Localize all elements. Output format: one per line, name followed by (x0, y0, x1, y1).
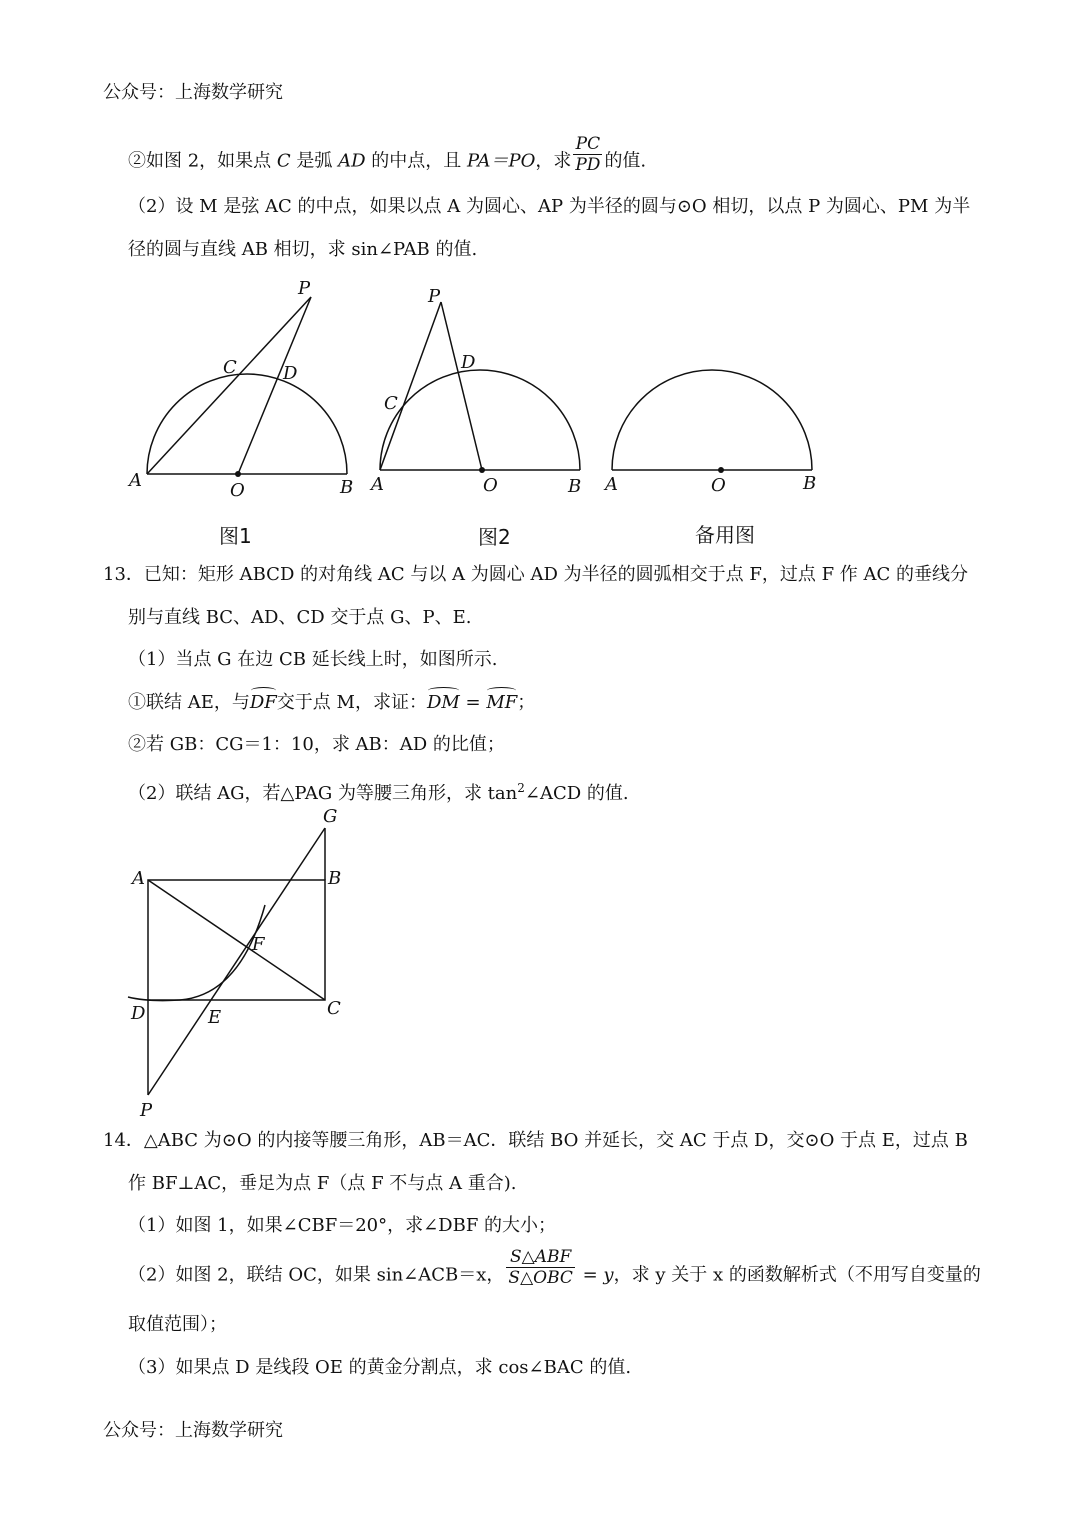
q14-line3: （1）如图 1，如果∠CBF＝20°，求∠DBF 的大小； (128, 1215, 557, 1236)
fig1-line-op (238, 297, 311, 474)
fig1-center-dot (235, 471, 241, 477)
fig3-label-o: O (711, 475, 726, 496)
q13-line6: （2）联结 AG，若△PAG 为等腰三角形，求 $\tan^2\angle ACD$ 的值. (128, 781, 629, 804)
q12-part2-line2: 径的圆与直线 AB 相切，求 sin∠PAB 的值. (128, 239, 478, 260)
fig2-label-c: C (384, 393, 398, 414)
fig3-label-b: B (803, 473, 817, 494)
q12-figures (0, 270, 1080, 510)
fig13-label-b: B (328, 868, 342, 889)
fig3-semicircle (612, 370, 812, 470)
fig2-label-d: D (461, 352, 476, 373)
q14-line1: 14．△ABC 为⊙O 的内接等腰三角形，AB＝AC．联结 BO 并延长，交 AC 于点 D，交⊙O 于点 E，过点 B (103, 1130, 968, 1151)
fig2-semicircle (380, 370, 580, 470)
fig3-label-a: A (605, 474, 618, 495)
fig1-label-o: O (230, 480, 245, 501)
fig2-label-a: A (371, 474, 384, 495)
arc-df: DF (249, 692, 277, 713)
fig2-caption: 图2 (478, 525, 511, 549)
fig13-label-f: F (252, 934, 265, 955)
fig2-label-b: B (568, 476, 582, 497)
fig2-label-o: O (483, 475, 498, 496)
q13-line5: ②若 GB：CG＝1：10，求 AB：AD 的比值； (128, 734, 505, 755)
q13-line1: 13．已知：矩形 ABCD 的对角线 AC 与以 A 为圆心 AD 为半径的圆弧相交于点 F，过点 F 作 AC 的垂线分 (103, 564, 968, 585)
fig13-label-e: E (208, 1007, 222, 1028)
fraction-area-ratio: $\frac{\text{S△ABF}}{\text{S△OBC}}$ (508, 1247, 573, 1288)
fig13-label-d: D (131, 1003, 146, 1024)
page-footer: 公众号：上海数学研究 (103, 1420, 283, 1441)
fig13-label-g: G (323, 806, 338, 827)
q13-line3: （1）当点 G 在边 CB 延长线上时，如图所示. (128, 649, 498, 670)
fig2-line-op (441, 302, 482, 470)
q14-line5: 取值范围）； (128, 1314, 227, 1335)
q14-line2: 作 BF⊥AC，垂足为点 F（点 F 不与点 A 重合). (128, 1173, 517, 1194)
q13-line2: 别与直线 BC、AD、CD 交于点 G、P、E. (128, 607, 472, 628)
fig1-label-p: P (298, 278, 311, 299)
fig1-label-a: A (129, 470, 142, 491)
arc-mf: MF (486, 692, 518, 713)
q14-line6: （3）如果点 D 是线段 OE 的黄金分割点，求 cos∠BAC 的值. (128, 1357, 632, 1378)
q12-part2-line1: （2）设 M 是弦 AC 的中点，如果以点 A 为圆心、AP 为半径的圆与⊙O 相切，以点 P 为圆心、PM 为半 (128, 196, 971, 217)
fig1-semicircle (147, 374, 347, 474)
fig1-line-ap (147, 297, 311, 474)
fig1-caption: 图1 (219, 524, 252, 548)
fig1-label-c: C (223, 357, 237, 378)
fig3-center-dot (718, 467, 724, 473)
fig13-label-p: P (140, 1100, 153, 1121)
fig1-label-d: D (283, 363, 298, 384)
q12-part1-2: ②如图 2，如果点 C 是弧 AD 的中点，且 PA＝PO，求 $\frac{PC}{PD}$ 的值. (128, 134, 647, 175)
q14-line4: （2）如图 2，联结 OC，如果 sin∠ACB＝x， $\frac{\text{S△ABF}}{\text{S△OBC}}$ = y，求 y 关于 x 的函数解析式（不用写自变量的 (128, 1247, 981, 1288)
fig3-caption: 备用图 (695, 523, 755, 547)
fraction-pc-pd: $\frac{PC}{PD}$ (575, 134, 601, 175)
line-gp (148, 828, 325, 1095)
fig13-label-a: A (132, 868, 145, 889)
page-header: 公众号：上海数学研究 (103, 82, 283, 103)
fig1-label-b: B (340, 477, 354, 498)
fig2-label-p: P (428, 286, 441, 307)
fig2-center-dot (479, 467, 485, 473)
fig13-label-c: C (327, 998, 341, 1019)
arc-dm: DM (426, 692, 460, 713)
q13-figure (110, 800, 370, 1130)
fig2-line-ap (380, 302, 441, 470)
q13-line4: ①联结 AE，与DF交于点 M，求证：DM = MF； (128, 692, 536, 713)
diagonal-ac (148, 880, 325, 1000)
